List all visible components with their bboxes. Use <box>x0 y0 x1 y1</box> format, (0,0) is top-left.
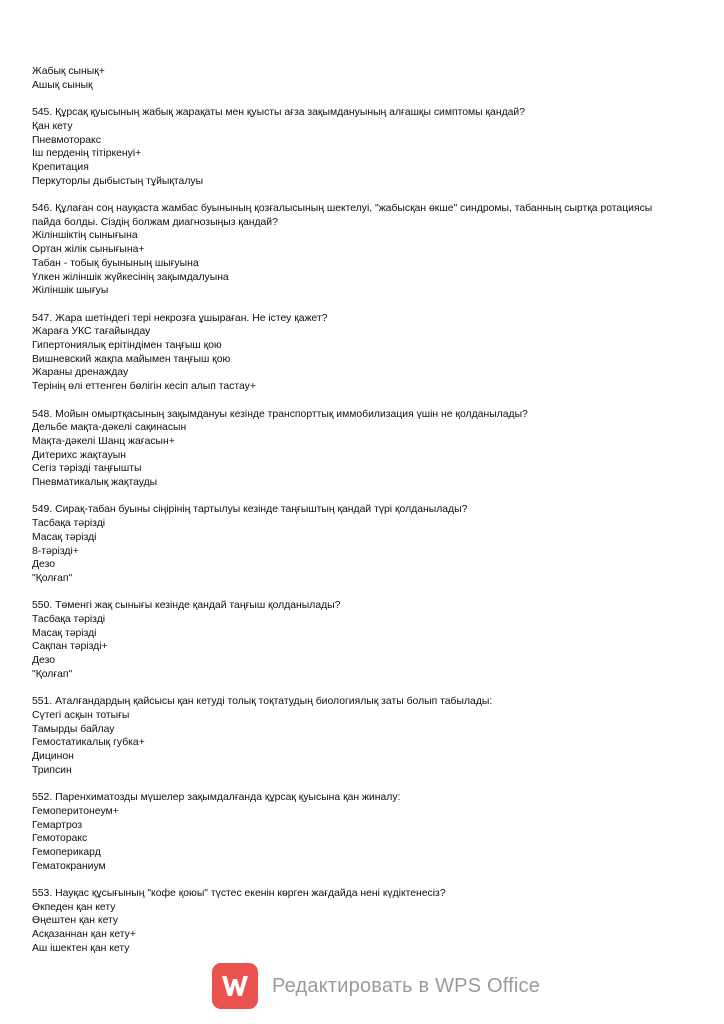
blank-line <box>32 586 672 600</box>
document-line: Қан кету <box>32 120 73 132</box>
wps-edit-label[interactable]: Редактировать в WPS Office <box>272 974 541 997</box>
document-line: Гемартроз <box>32 819 83 831</box>
document-line: Гемоперитонеум+ <box>32 805 119 817</box>
wps-edit-banner[interactable] <box>212 962 540 1010</box>
document-line: "Қолғап" <box>32 572 73 584</box>
document-line: Жараны дренаждау <box>32 367 129 379</box>
document-line: Өкпеден қан кету <box>32 901 116 913</box>
document-line: Үлкен жіліншік жүйкесінің зақымдалуына <box>32 271 229 283</box>
document-line: Гемостатикалық губка+ <box>32 737 145 749</box>
document-line: "Қолғап" <box>32 668 73 680</box>
document-line: Сүтегі асқын тотығы <box>32 709 130 721</box>
document-line: Пневматикалық жақтауды <box>32 477 158 489</box>
document-line: Ашық сынық <box>32 79 93 91</box>
document-line: Вишневский жақпа майымен таңғыш қою <box>32 353 231 365</box>
document-line: Тамырды байлау <box>32 723 115 735</box>
document-line: 548. Мойын омыртқасының зақымдануы кезінде транспорттық иммобилизация үшін не қолданылады? <box>32 408 528 420</box>
document-line: Өңештен қан кету <box>32 915 119 927</box>
document-line: Тасбақа тәрізді <box>32 614 106 626</box>
document-line: Жіліншіктің сынығына <box>32 230 138 242</box>
document-line: Сегіз тәрізді таңғышты <box>32 463 142 475</box>
document-line: 547. Жара шетіндегі тері некрозға ұшыраған. Не істеу қажет? <box>32 312 328 324</box>
wps-logo-glyph <box>220 973 250 999</box>
wps-logo-icon <box>212 963 258 1009</box>
document-line: 551. Аталғандардың қайсысы қан кетуді толық тоқтатудың биологиялық заты болып табылады: <box>32 696 493 708</box>
document-line: 553. Науқас құсығының "кофе қоюы" түстес екенін көрген жағдайда нені күдіктенесіз? <box>32 888 446 900</box>
document-line: Аш ішектен қан кету <box>32 942 130 954</box>
document-line: Гематокраниум <box>32 860 106 872</box>
document-line: Жараға УКС тағайындау <box>32 326 151 338</box>
document-line: Табан - тобық буынының шығуына <box>32 257 199 269</box>
document-line: Жіліншік шығуы <box>32 285 109 297</box>
blank-line <box>32 188 672 202</box>
document-line: Терінің өлі еттенген бөлігін кесіп алып тастау+ <box>32 381 256 393</box>
blank-line <box>32 873 672 887</box>
document-line: 552. Паренхиматозды мүшелер зақымдалғанда құрсақ қуысына қан жиналу: <box>32 792 401 804</box>
document-line: 546. Құлаған соң науқаста жамбас буынының қозғалысының шектелуі, "жабысқан өкше" синдромы, табанның сыртқа ротациясы пайда болды. Сіздің болжам диагнозыңыз қандай? <box>32 203 653 228</box>
blank-line <box>32 394 672 408</box>
document-line: Трипсин <box>32 764 72 776</box>
document-line: 545. Құрсақ қуысының жабық жарақаты мен қуысты ағза зақымдануының алғашқы симптомы қандай? <box>32 107 525 119</box>
document-line: 8-тәрізді+ <box>32 545 79 557</box>
document-line: Сақпан тәрізді+ <box>32 641 108 653</box>
document-line: Масақ тәрізді <box>32 627 97 639</box>
document-line: Дезо <box>32 655 56 667</box>
document-line: Дельбе мақта-дәкелі сақинасын <box>32 422 187 434</box>
document-line: Дитерихс жақтауын <box>32 449 126 461</box>
blank-line <box>32 92 672 106</box>
document-line: Ортан жілік сынығына+ <box>32 244 145 256</box>
document-line: Дезо <box>32 559 56 571</box>
document-line: Масақ тәрізді <box>32 531 97 543</box>
document-line: Тасбақа тәрізді <box>32 518 106 530</box>
document-line: Гемоторакс <box>32 833 88 845</box>
document-line: Іш перденің тітіркенуі+ <box>32 148 142 160</box>
document-body <box>32 65 672 956</box>
document-line: Дицинон <box>32 751 74 763</box>
document-line: Жабық сынық+ <box>32 66 105 77</box>
document-line: Пневмоторакс <box>32 134 101 146</box>
document-line: Асқазаннан қан кету+ <box>32 929 136 941</box>
blank-line <box>32 490 672 504</box>
blank-line <box>32 298 672 312</box>
document-line: Гипертониялық ерітіндімен таңғыш қою <box>32 340 222 352</box>
blank-line <box>32 682 672 696</box>
document-line: Крепитация <box>32 161 89 173</box>
document-line: Перкуторлы дыбыстың тұйықталуы <box>32 175 204 187</box>
document-line: Мақта-дәкелі Шанц жағасын+ <box>32 435 175 447</box>
document-line: 550. Төменгі жақ сынығы кезінде қандай таңғыш қолданылады? <box>32 600 341 612</box>
document-line: Гемоперикард <box>32 846 101 858</box>
blank-line <box>32 777 672 791</box>
document-line: 549. Сирақ-табан буыны сіңірінің тартылуы кезінде таңғыштың қандай түрі қолданылады? <box>32 504 468 516</box>
